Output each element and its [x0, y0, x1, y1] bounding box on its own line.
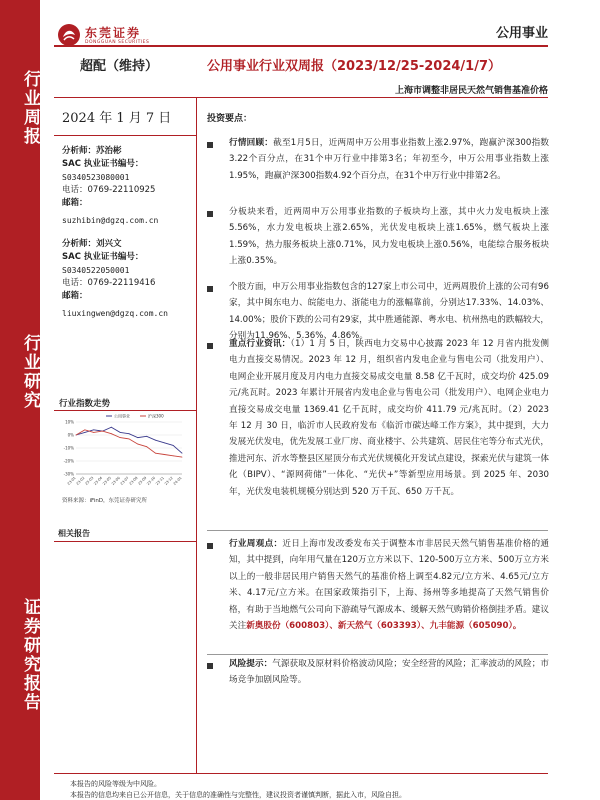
data-point: [120, 437, 121, 438]
x-tick-label: 23-07: [119, 475, 130, 486]
para-label: 风险提示：: [229, 659, 273, 669]
y-tick-label: -10%: [63, 445, 74, 451]
bullet-icon: [207, 211, 213, 217]
data-point: [164, 442, 165, 443]
rating: 超配（维持）: [80, 59, 159, 74]
column-divider: [196, 98, 197, 773]
data-point: [137, 444, 138, 445]
weekly-view-paragraph: [229, 536, 549, 634]
data-point: [173, 445, 174, 446]
data-point: [111, 433, 112, 434]
cert-label: SAC 执业证书编号：: [62, 159, 144, 169]
data-point: [146, 446, 147, 447]
index-chart-title: 行业指数走势: [59, 399, 111, 409]
sector-paragraph: [229, 204, 549, 270]
data-point: [182, 457, 183, 458]
index-chart: [56, 412, 184, 492]
report-date: 2024 年 1 月 7 日: [62, 111, 172, 126]
logo-icon: [57, 23, 81, 47]
bullet-icon: [207, 142, 213, 148]
x-tick-label: 23-02: [75, 475, 86, 486]
x-tick-label: 23-03: [84, 475, 95, 486]
data-point: [84, 432, 85, 433]
data-point: [173, 455, 174, 456]
footer-risk-level: 本报告的风险等级为中风险。: [70, 780, 161, 788]
x-tick-label: 23-01: [66, 475, 77, 486]
x-tick-label: 23-10: [146, 475, 157, 486]
data-point: [155, 453, 156, 454]
data-point: [93, 432, 94, 433]
data-point: [146, 436, 147, 437]
sidebar-label-securities: 证券研究报告: [20, 598, 40, 712]
para-text: 分板块来看，近两周申万公用事业指数的子板块均上涨，其中火力发电板块上涨5.56%，水力发电板块上涨2.65%，光伏发电板块上涨1.65%，燃气板块上涨1.59%，热力服务板块上涨0.71%，风力发电板块上涨0.56%，电能综合服务板块上涨0.35%。: [229, 207, 549, 267]
recommended-stocks: 新奥股份（600803）、新天然气（603393）、九丰能源（605090）。: [246, 621, 522, 632]
data-point: [155, 440, 156, 441]
date-divider: [54, 135, 196, 136]
data-point: [111, 427, 112, 428]
data-point: [102, 431, 103, 432]
sidebar-label-research: 行业研究: [20, 334, 40, 410]
key-points-title: 投资要点：: [207, 114, 253, 124]
analyst-phone: 电话：0769-22119416: [62, 278, 156, 288]
para-text: 个股方面，申万公用事业指数包含的127家上市公司中，近两周股价上涨的公司有96家，其中闽东电力、皖能电力、浙能电力的涨幅靠前，分别达17.33%、14.03%、14.00%；股价下跌的公司有29家，其中胜通能源、粤水电、杭州热电的跌幅较大，分别为11.96%、5.36%、4.86%。: [229, 282, 549, 342]
x-tick-label: 23-04: [93, 475, 104, 486]
data-point: [120, 432, 121, 433]
analyst-phone: 电话：0769-22110925: [62, 185, 156, 195]
cert-label: SAC 执业证书编号：: [62, 252, 144, 262]
related-divider: [54, 541, 196, 542]
footer-divider: [54, 773, 548, 774]
data-point: [129, 439, 130, 440]
y-tick-label: 10%: [65, 419, 74, 425]
para-text: （1）1 月 5 日，陕西电力交易中心披露 2023 年 12 月省内批发侧电力直接交易情况。2023 年 12 月，组织省内发电企业与售电公司（批发用户）、电网企业开展月度及月内电力直接交易成交电量 8.58 亿千瓦时，成交均价 425.09 元/兆瓦时。2023 年累计开展省内发电企业与售电公司（批发用户）、电网企业电力直接交易成交电量 1369.41 亿千瓦时，成交均价 411.79 元/兆瓦时。（2）2023 年 12 月 30 日，临沂市人民政府发布《临沂市碳达峰工作方案》，其中提到，大力发展光伏发电，优先发展工业厂房、商业楼宇、公共建筑、居民住宅等分布式光伏，推进河东、沂水等整县区屋顶分布式光伏规模化开发试点建设，探索光伏与建筑一体化（BIPV）、“源网荷储”一体化、“光伏+”等新型应用场景。到 2025 年、2030 年，光伏发电装机规模分别达到 520 万千瓦、650 万千瓦。: [229, 339, 549, 497]
bullet-icon: [207, 343, 213, 349]
x-tick-label: 23-08: [128, 475, 139, 486]
para-label: 行业周观点：: [229, 539, 283, 549]
analyst-card: [62, 145, 158, 227]
analyst-email[interactable]: liuxingwen@dgzq.com.cn: [62, 309, 168, 318]
email-label: 邮箱：: [62, 198, 88, 208]
x-tick-label: 23-06: [110, 475, 121, 486]
logo-text: 东莞证券: [85, 26, 142, 40]
analyst-email[interactable]: suzhibin@dgzq.com.cn: [62, 216, 159, 225]
y-tick-label: 0%: [67, 432, 74, 438]
para-text: 截至1月5日，近两周申万公用事业指数上涨2.97%，跑赢沪深300指数3.22个百分点，在31个申万行业中排第3名；年初至今，申万公用事业指数上涨1.95%，跑赢沪深300指数4.92个百分点，在31个申万行业中排第2名。: [229, 138, 549, 181]
x-tick-label: 23-09: [137, 475, 148, 486]
data-point: [76, 435, 77, 436]
para-text: 近日上海市发改委发布关于调整本市非居民天然气销售基准价格的通知，其中提到，向年用气量在120万立方米以下、120-500万立方米、500万立方米以上的一般非居民用户销售天然气的基准价格上调至4.82元/立方米、4.65元/立方米、4.17元/立方米。在国家政策指引下，上海、扬州等多地提高了天然气销售价格，有助于当地燃气公司向下游疏导气源成本、缓解天然气购销价格倒挂矛盾。建议关注: [229, 539, 549, 632]
data-point: [93, 429, 94, 430]
header-divider: [54, 45, 548, 47]
series-line: [76, 427, 182, 453]
y-tick-label: -30%: [63, 471, 74, 477]
related-reports-title: 相关报告: [58, 529, 90, 538]
bullet-icon: [207, 663, 213, 669]
para-text: 气源获取及原材料价格波动风险；安全经营的风险；汇率波动的风险；市场竞争加剧风险等。: [229, 659, 549, 686]
footer-disclaimer: 本报告的信息均来自已公开信息，关于信息的准确性与完整性，建议投资者谨慎判断，据此入市，风险自担。: [70, 791, 406, 799]
analyst-name: 分析师：苏治彬: [62, 146, 122, 156]
bullet-icon: [207, 543, 213, 549]
section-divider: [207, 530, 548, 531]
industry-news-paragraph: [229, 336, 549, 500]
report-title: 公用事业行业双周报（2023/12/25-2024/1/7）: [207, 59, 502, 74]
legend-label: 公用事业: [114, 413, 130, 419]
chart-source: 资料来源：iFinD，东莞证券研究所: [62, 498, 148, 504]
legend-label: 沪深300: [148, 413, 164, 419]
title-divider: [54, 97, 548, 98]
data-point: [84, 429, 85, 430]
para-label: 行情回顾：: [229, 138, 274, 148]
data-point: [129, 433, 130, 434]
cert-number: S0340523080001: [62, 173, 130, 182]
data-point: [137, 437, 138, 438]
index-divider: [54, 410, 196, 411]
bullet-icon: [207, 286, 213, 292]
section-divider: [207, 654, 548, 655]
x-tick-label: 23-05: [102, 475, 113, 486]
stocks-paragraph: [229, 279, 549, 345]
risk-paragraph: [229, 656, 549, 689]
sidebar: [0, 0, 40, 800]
sector-label: 公用事业: [495, 26, 548, 41]
y-tick-label: -20%: [63, 458, 74, 464]
data-point: [164, 454, 165, 455]
email-label: 邮箱：: [62, 291, 88, 301]
logo-subtext: DONGGUAN SECURITIES: [85, 40, 150, 45]
analyst-name: 分析师：刘兴文: [62, 239, 122, 249]
x-tick-label: 24-01: [172, 475, 183, 486]
sidebar-label-weekly: 行业周报: [20, 70, 40, 146]
cert-number: S0340522050001: [62, 266, 130, 275]
x-tick-label: 23-11: [155, 475, 166, 486]
para-label: 重点行业资讯：: [229, 339, 291, 349]
report-subtitle: 上海市调整非居民天然气销售基准价格: [394, 86, 548, 96]
analyst-card: [62, 238, 168, 320]
data-point: [182, 453, 183, 454]
market-review-paragraph: [229, 135, 549, 184]
x-tick-label: 23-12: [163, 475, 174, 486]
